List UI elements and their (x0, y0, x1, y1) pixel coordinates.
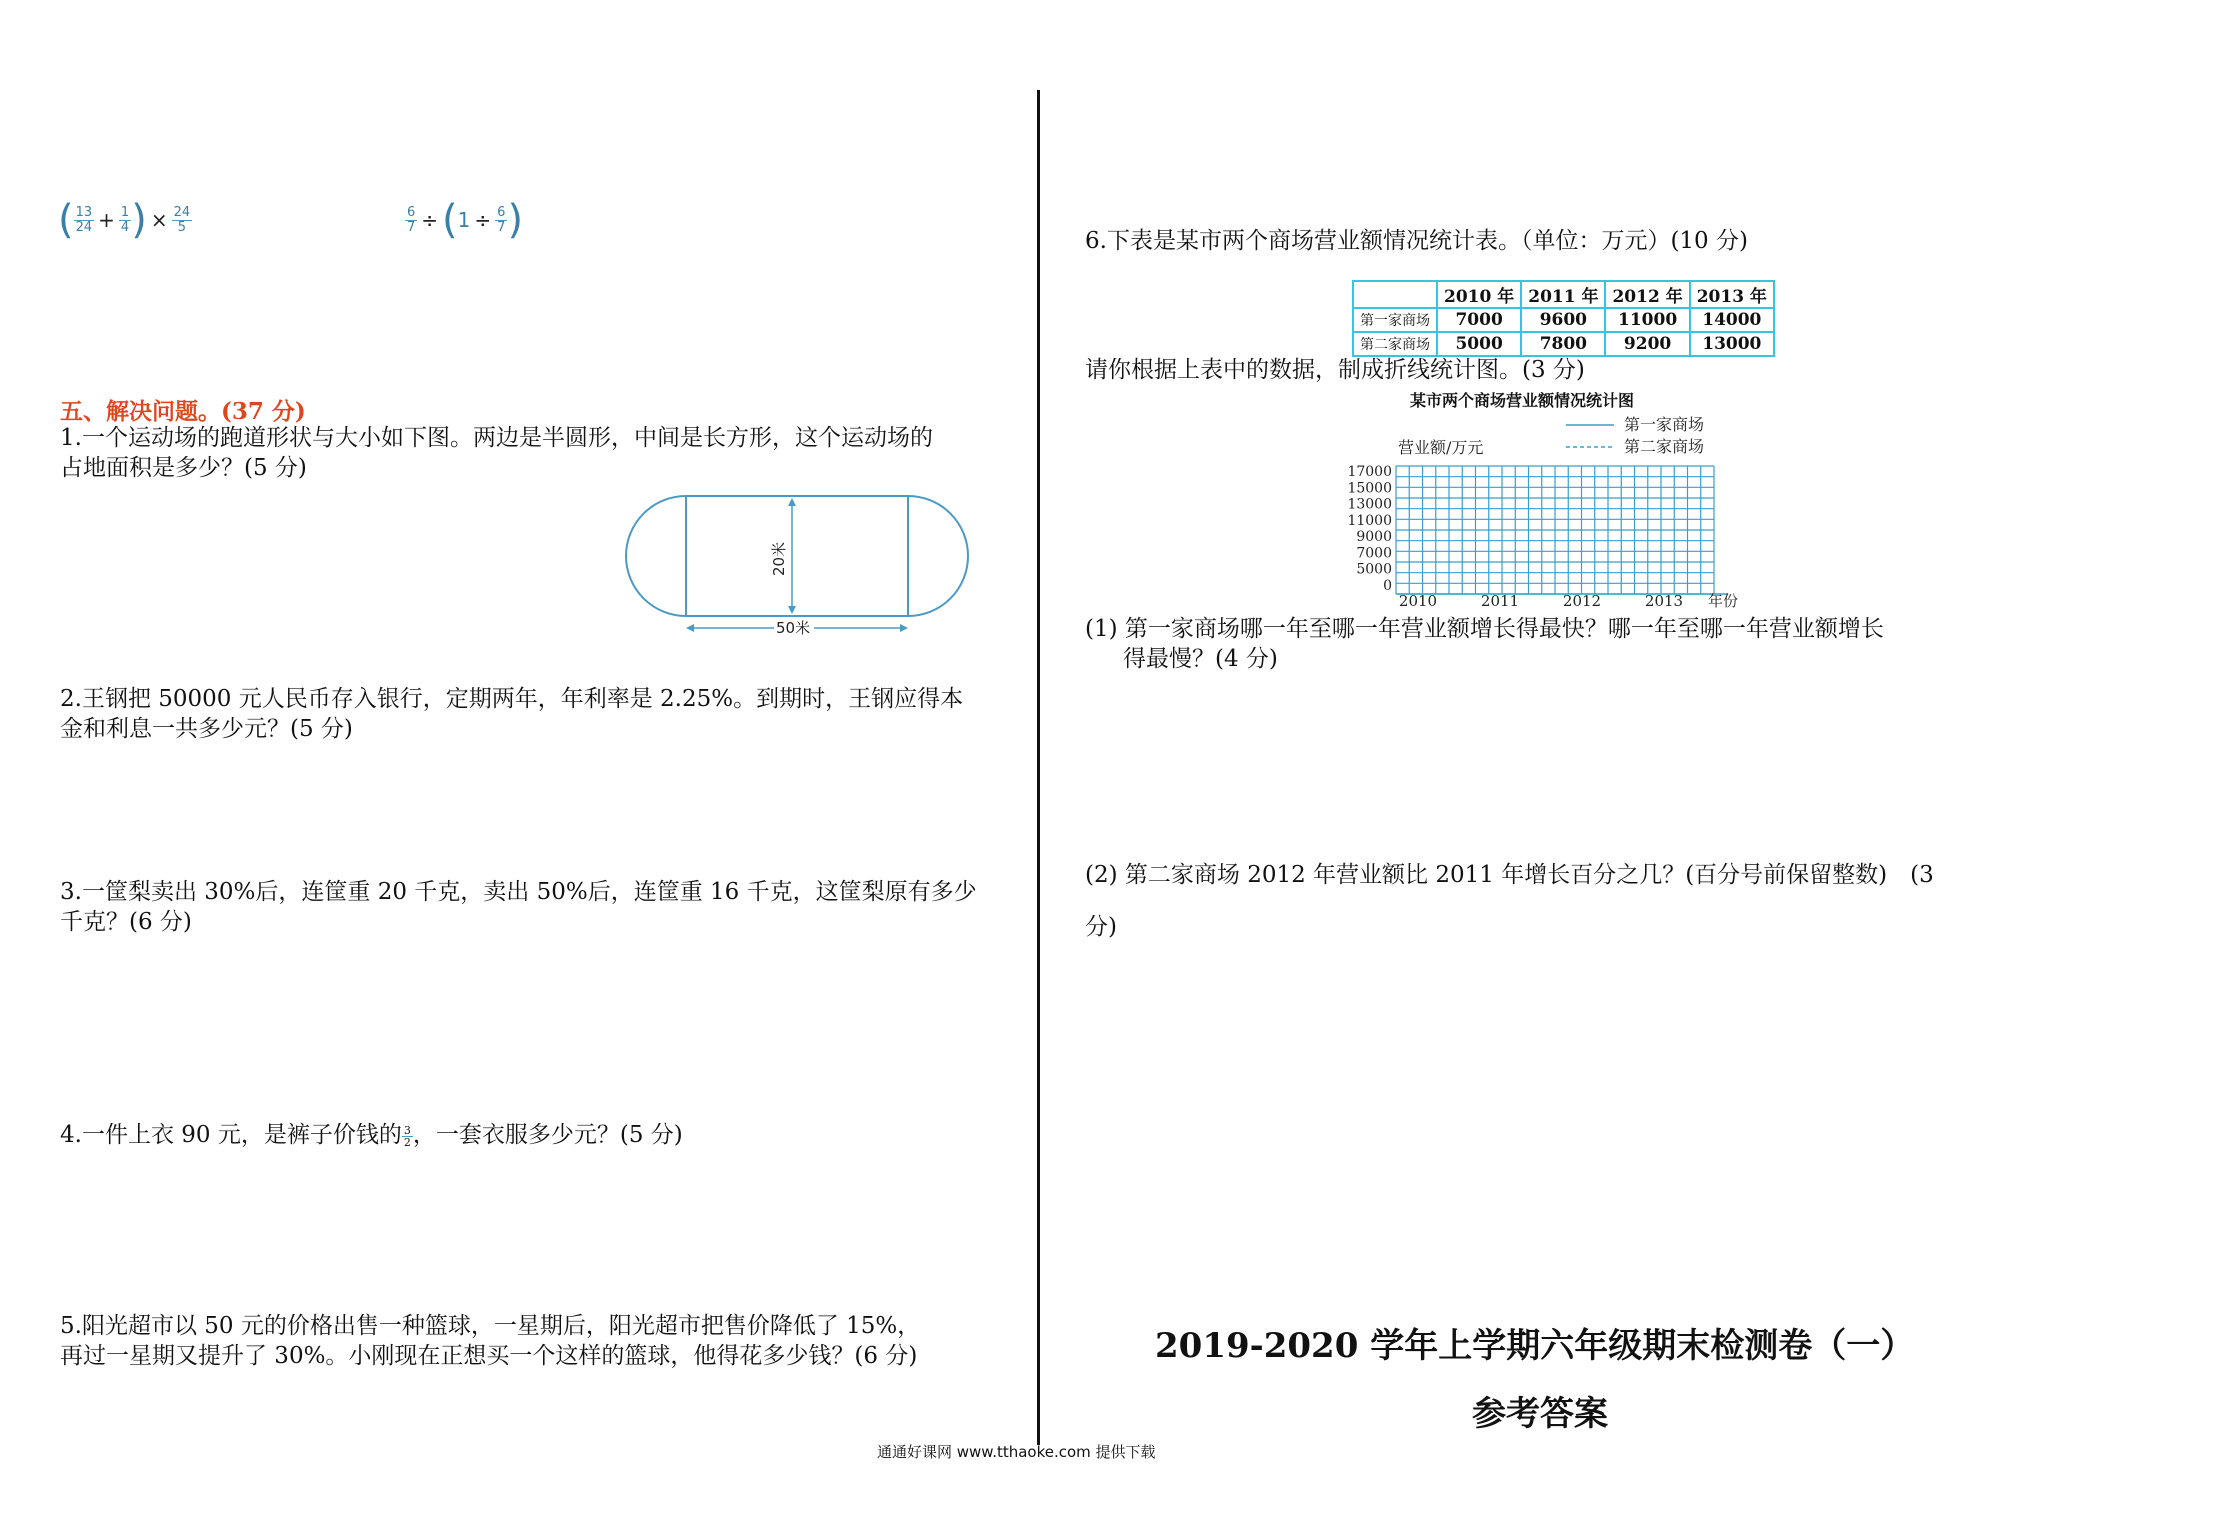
section-title: 五、解决问题。(37 分) (60, 398, 306, 425)
legend-first: 第一家商场 (1624, 415, 1705, 434)
x-tick-label: 2012 (1562, 592, 1602, 610)
table-row: 第二家商场 5000 7800 9200 13000 (1353, 332, 1774, 356)
y-tick-label: 11000 (1347, 512, 1392, 529)
y-tick-label: 7000 (1356, 545, 1392, 562)
question-2-line2: 金和利息一共多少元？(5 分) (60, 716, 353, 742)
chart-yticks (1347, 464, 1392, 594)
table-header-cell: 2010 年 (1437, 281, 1521, 308)
question-4: 4.一件上衣 90 元，是裤子价钱的 $\frac{3}{2}$ ，一套衣服多少元？(5 分) (60, 1122, 683, 1149)
chart-xunit: 年份 (1708, 592, 1739, 610)
sub-question-1-line2: 得最慢？(4 分) (1123, 646, 1278, 672)
sub-question-2-line1: (2) 第二家商场 2012 年营业额比 2011 年增长百分之几？(百分号前保留整数) (3 (1085, 862, 1934, 888)
y-tick-label: 15000 (1347, 480, 1392, 497)
sub-question-1-line1: (1) 第一家商场哪一年至哪一年营业额增长得最快？哪一年至哪一年营业额增长 (1085, 616, 1884, 642)
y-tick-label: 5000 (1356, 561, 1392, 578)
question-1-line1: 1.一个运动场的跑道形状与大小如下图。两边是半圆形，中间是长方形，这个运动场的 (60, 425, 933, 451)
question-5-line1: 5.阳光超市以 50 元的价格出售一种篮球，一星期后，阳光超市把售价降低了 15%， (60, 1313, 921, 1339)
question-1-line2: 占地面积是多少？(5 分) (60, 455, 307, 481)
question-5-line2: 再过一星期又提升了 30%。小刚现在正想买一个这样的篮球，他得花多少钱？(6 分) (60, 1343, 918, 1369)
question-6: 6.下表是某市两个商场营业额情况统计表。（单位：万元）(10 分) (1085, 228, 1748, 254)
revenue-table (1352, 280, 1775, 357)
y-tick-label: 17000 (1347, 464, 1392, 480)
table-header-cell: 2013 年 (1690, 281, 1774, 308)
y-tick-label: 0 (1383, 578, 1392, 594)
question-3-line1: 3.一筐梨卖出 30%后，连筐重 20 千克，卖出 50%后，连筐重 16 千克，这筐梨原有多少 (60, 879, 977, 905)
track-outline (626, 496, 968, 616)
question-4-fraction: $\frac{3}{2}$ (403, 1123, 411, 1149)
blank-line-chart (1340, 388, 1760, 618)
answer-title: 2019-2020 学年上学期六年级期末检测卷（一） (1155, 1326, 1915, 1366)
page-divider (1037, 90, 1040, 1445)
footer-credit: 通通好课网 www.tthaoke.com 提供下载 (877, 1443, 1156, 1461)
x-tick-label: 2010 (1398, 592, 1438, 610)
table-header-cell (1353, 281, 1437, 308)
chart-grid (1396, 466, 1728, 594)
answer-subtitle: 参考答案 (1472, 1394, 1608, 1434)
table-header-cell: 2012 年 (1605, 281, 1689, 308)
question-2-line1: 2.王钢把 50000 元人民币存入银行，定期两年，年利率是 2.25%。到期时，王钢应得本 (60, 686, 964, 712)
expression-1: ( $\frac{13}{24}$ + $\frac{1}{4}$ ) × $\frac{24}{5}$ (58, 197, 191, 243)
table-header-row (1353, 281, 1774, 308)
chart-ylabel: 营业额/万元 (1398, 438, 1484, 457)
expression-2: $\frac{6}{7}$ ÷ (1 ÷ $\frac{6}{7}$ ) (407, 197, 524, 243)
sub-question-2 (1085, 860, 1934, 942)
x-tick-label: 2011 (1480, 592, 1520, 610)
question-2 (60, 684, 963, 744)
y-tick-label: 13000 (1347, 496, 1392, 513)
sub-question-1 (1085, 614, 1884, 674)
question-5 (60, 1311, 920, 1371)
y-tick-label: 9000 (1356, 529, 1392, 546)
legend-second: 第二家商场 (1624, 437, 1705, 456)
question-3-line2: 千克？(6 分) (60, 909, 192, 935)
sub-question-2-line2: 分) (1085, 914, 1117, 940)
table-header-cell: 2011 年 (1521, 281, 1605, 308)
chart-title: 某市两个商场营业额情况统计图 (1410, 391, 1635, 410)
track-width-label: 50米 (776, 619, 811, 637)
chart-instruction: 请你根据上表中的数据，制成折线统计图。(3 分) (1085, 357, 1585, 383)
question-1 (60, 423, 933, 483)
x-tick-label: 2013 (1644, 592, 1684, 610)
track-height-label: 20米 (770, 541, 788, 576)
table-row: 第一家商场 7000 9600 11000 14000 (1353, 308, 1774, 332)
question-3 (60, 877, 977, 937)
track-diagram (620, 490, 980, 640)
